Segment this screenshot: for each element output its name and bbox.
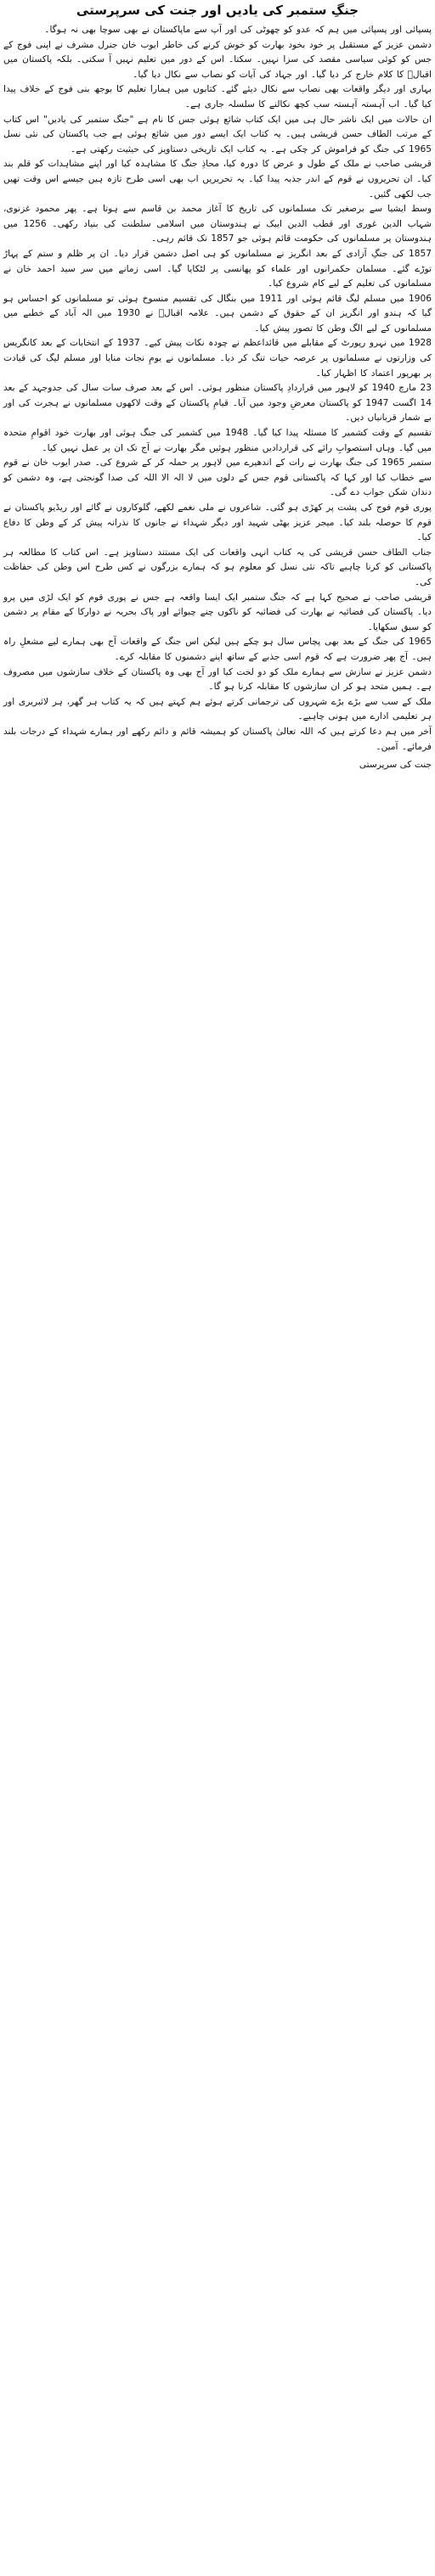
article-headline: جنگِ ستمبر کی یادیں اور جنت کی سرپرستی	[76, 3, 359, 18]
article-paragraph: 23 مارچ 1940 کو لاہور میں قراردادِ پاکستان منظور ہوئی۔ اس کے بعد صرف سات سال کی جدوجہد کے بعد 14 اگست 1947 کو پاکستان معرضِ وجود میں آیا۔ قیامِ پاکستان کے وقت لاکھوں مسلمانوں نے ہجرت کی اور بے شمار قربانیاں دیں۔	[3, 383, 432, 424]
article-paragraph: قریشی صاحب نے ملک کے طول و عرض کا دورہ کیا، محاذِ جنگ کا مشاہدہ کیا اور اپنے مشاہدات کو قلم بند کیا۔ ان تحریروں نے قوم کے اندر جذبہ پیدا کیا۔ یہ تحریریں اب بھی اسی طرح تازہ ہیں جیسے اس وقت تھیں جب لکھی گئیں۔	[3, 159, 432, 199]
article-paragraph: وسط ایشیا سے برصغیر تک مسلمانوں کی تاریخ کا آغاز محمد بن قاسم سے ہوتا ہے۔ پھر محمود غزنوی، شہاب الدین غوری اور قطب الدین ایبک نے ہندوستان میں اسلامی سلطنت کی بنیاد رکھی۔ 1256 میں ہندوستان پر مسلمانوں کی حکومت قائم ہوئی جو 1857 تک قائم رہی۔	[3, 204, 432, 244]
article-paragraph: تقسیم کے وقت کشمیر کا مسئلہ پیدا کیا گیا۔ 1948 میں کشمیر کی جنگ ہوئی اور بھارت خود اقوامِ متحدہ میں گیا۔ وہاں استصوابِ رائے کی قراردادیں منظور ہوئیں مگر بھارت نے آج تک ان پر عمل نہیں کیا۔	[3, 428, 432, 453]
article-paragraph: قریشی صاحب نے صحیح کہا ہے کہ جنگ ستمبر ایک ایسا واقعہ ہے جس نے پوری قوم کو ایک لڑی میں پرو دیا۔ پاکستان کی فضائیہ نے بھارت کی فضائیہ کو ناکوں چنے چبوائے اور پاک بحریہ نے دوارکا کے مقام پر دشمن کو سبق سکھایا۔	[3, 592, 432, 632]
article-paragraph: 1906 میں مسلم لیگ قائم ہوئی اور 1911 میں بنگال کی تقسیم منسوخ ہوئی تو مسلمانوں کو احساس ہو گیا کہ ہندو اور انگریز ان کے حقوق کے دشمن ہیں۔ علامہ اقبالؒ نے 1930 میں الہ آباد کے خطبے میں مسلمانوں کے لیے الگ وطن کا تصور پیش کیا۔	[3, 293, 432, 334]
article-signoff: جنت کی سرپرستی	[359, 760, 432, 771]
article-column	[3, 2, 432, 773]
article-paragraph: دشمن عزیز کے مستقبل پر خود بخود بھارت کو خوش کرنے کی خاطر ایوب خان جنرل مشرف نے اپنی فوج کے جس کو کوئی سیاسی مقصد کی سزا نہیں۔ سکتا۔ اس کے دور میں تعلیم نہیں آ سکتی۔ بلکہ پاکستان میں اقبالؒ کا کلام خارج کر دیا گیا۔ اور جہاد کی آیات کو نصاب سے نکال دیا گیا۔	[3, 39, 432, 80]
article-paragraph: آخر میں ہم دعا کرتے ہیں کہ اللہ تعالیٰ پاکستان کو ہمیشہ قائم و دائم رکھے اور ہمارے شہداء کے درجات بلند فرمائے۔ آمین۔	[3, 726, 432, 752]
article-paragraph: پسپائی اور پسپائی میں ہم کہ عدو کو چھوٹی کی اور آپ سے ماپاکستان نے بھی سوچا بھی نہ ہوگا۔	[44, 25, 432, 35]
article-paragraph: دشمن عزیز نے سازش سے ہمارے ملک کو دو لخت کیا اور آج بھی وہ پاکستان کے خلاف سازشوں میں مصروف ہے۔ ہمیں متحد ہو کر ان سازشوں کا مقابلہ کرنا ہو گا۔	[3, 666, 432, 693]
article-paragraph: 1965 کی جنگ کے بعد بھی پچاس سال ہو چکے ہیں لیکن اس جنگ کے واقعات آج بھی ہمارے لیے مشعلِ راہ ہیں۔ آج پھر ضرورت ہے کہ قوم اسی جذبے کے ساتھ اپنے دشمنوں کا مقابلہ کرے۔	[3, 637, 432, 662]
article-paragraph: بہاری اور دیگر واقعات بھی نصاب سے نکال دیئے گئے۔ کتابوں میں ہمارا تعلیم کا بوجھ بنی فوج کے خلاف پیدا کیا گیا۔ اب آہستہ آہستہ سب کچھ نکالنے کا سلسلہ جاری ہے۔	[3, 84, 432, 109]
article-paragraph: 1857 کی جنگِ آزادی کے بعد انگریز نے مسلمانوں کو ہی اصل دشمن قرار دیا۔ ان پر ظلم و ستم کے پہاڑ توڑے گئے۔ مسلمان حکمرانوں اور علماء کو پھانسی پر لٹکایا گیا۔ اسی زمانے میں سر سید احمد خان نے مسلمانوں کی تعلیم کے لیے کام شروع کیا۔	[3, 248, 432, 289]
article-paragraph: ان حالات میں ایک ناشر حال ہی میں ایک کتاب شائع ہوئی جس کا نام ہے "جنگ ستمبر کی یادیں" اس کتاب کے مرتب الطاف حسن قریشی ہیں۔ یہ کتاب ایک ایسے دور میں شائع ہوئی ہے جب پاکستان کی نئی نسل 1965 کی جنگ کو فراموش کر چکی ہے۔ یہ کتاب ایک تاریخی دستاویز کی حیثیت رکھتی ہے۔	[3, 114, 432, 154]
article-paragraph: پوری قوم فوج کی پشت پر کھڑی ہو گئی۔ شاعروں نے ملی نغمے لکھے، گلوکاروں نے گائے اور ریڈیو پاکستان نے قوم کا حوصلہ بلند کیا۔ میجر عزیز بھٹی شہید اور دیگر شہداء نے جانوں کا نذرانہ پیش کر کے وطن کا دفاع کیا۔	[3, 502, 432, 543]
article-paragraph: ملک کے سب سے بڑے بڑے شہروں کی ترجمانی کرتے ہوئے ہم کہتے ہیں کہ یہ کتاب ہر گھر، ہر لائبریری اور ہر تعلیمی ادارے میں ہونی چاہیے۔	[3, 696, 432, 722]
article-body	[3, 23, 432, 755]
article-paragraph: 1928 میں نہرو رپورٹ کے مقابلے میں قائداعظم نے چودہ نکات پیش کیے۔ 1937 کے انتخابات کے بعد کانگریس کی وزارتوں نے مسلمانوں پر عرصہ حیات تنگ کر دیا۔ مسلمانوں نے یومِ نجات منایا اور مسلم لیگ کی قیادت پر بھرپور اعتماد کا اظہار کیا۔	[3, 338, 432, 379]
article-paragraph: جناب الطاف حسن قریشی کی یہ کتاب انہی واقعات کی ایک مستند دستاویز ہے۔ اس کتاب کا مطالعہ ہر پاکستانی کو کرنا چاہیے تاکہ نئی نسل کو معلوم ہو کہ ہمارے بزرگوں نے کس طرح اس وطن کی حفاظت کی۔	[3, 547, 432, 587]
article-paragraph: ستمبر 1965 کی جنگ بھارت نے رات کے اندھیرے میں لاہور پر حملہ کر کے شروع کی۔ صدر ایوب خان نے قوم سے خطاب کیا اور کہا کہ پاکستانی قوم جس کے دلوں میں لا الہ الا اللہ کی صدا گونجتی ہے، وہ دشمن کو دندان شکن جواب دے گی۔	[3, 457, 432, 498]
